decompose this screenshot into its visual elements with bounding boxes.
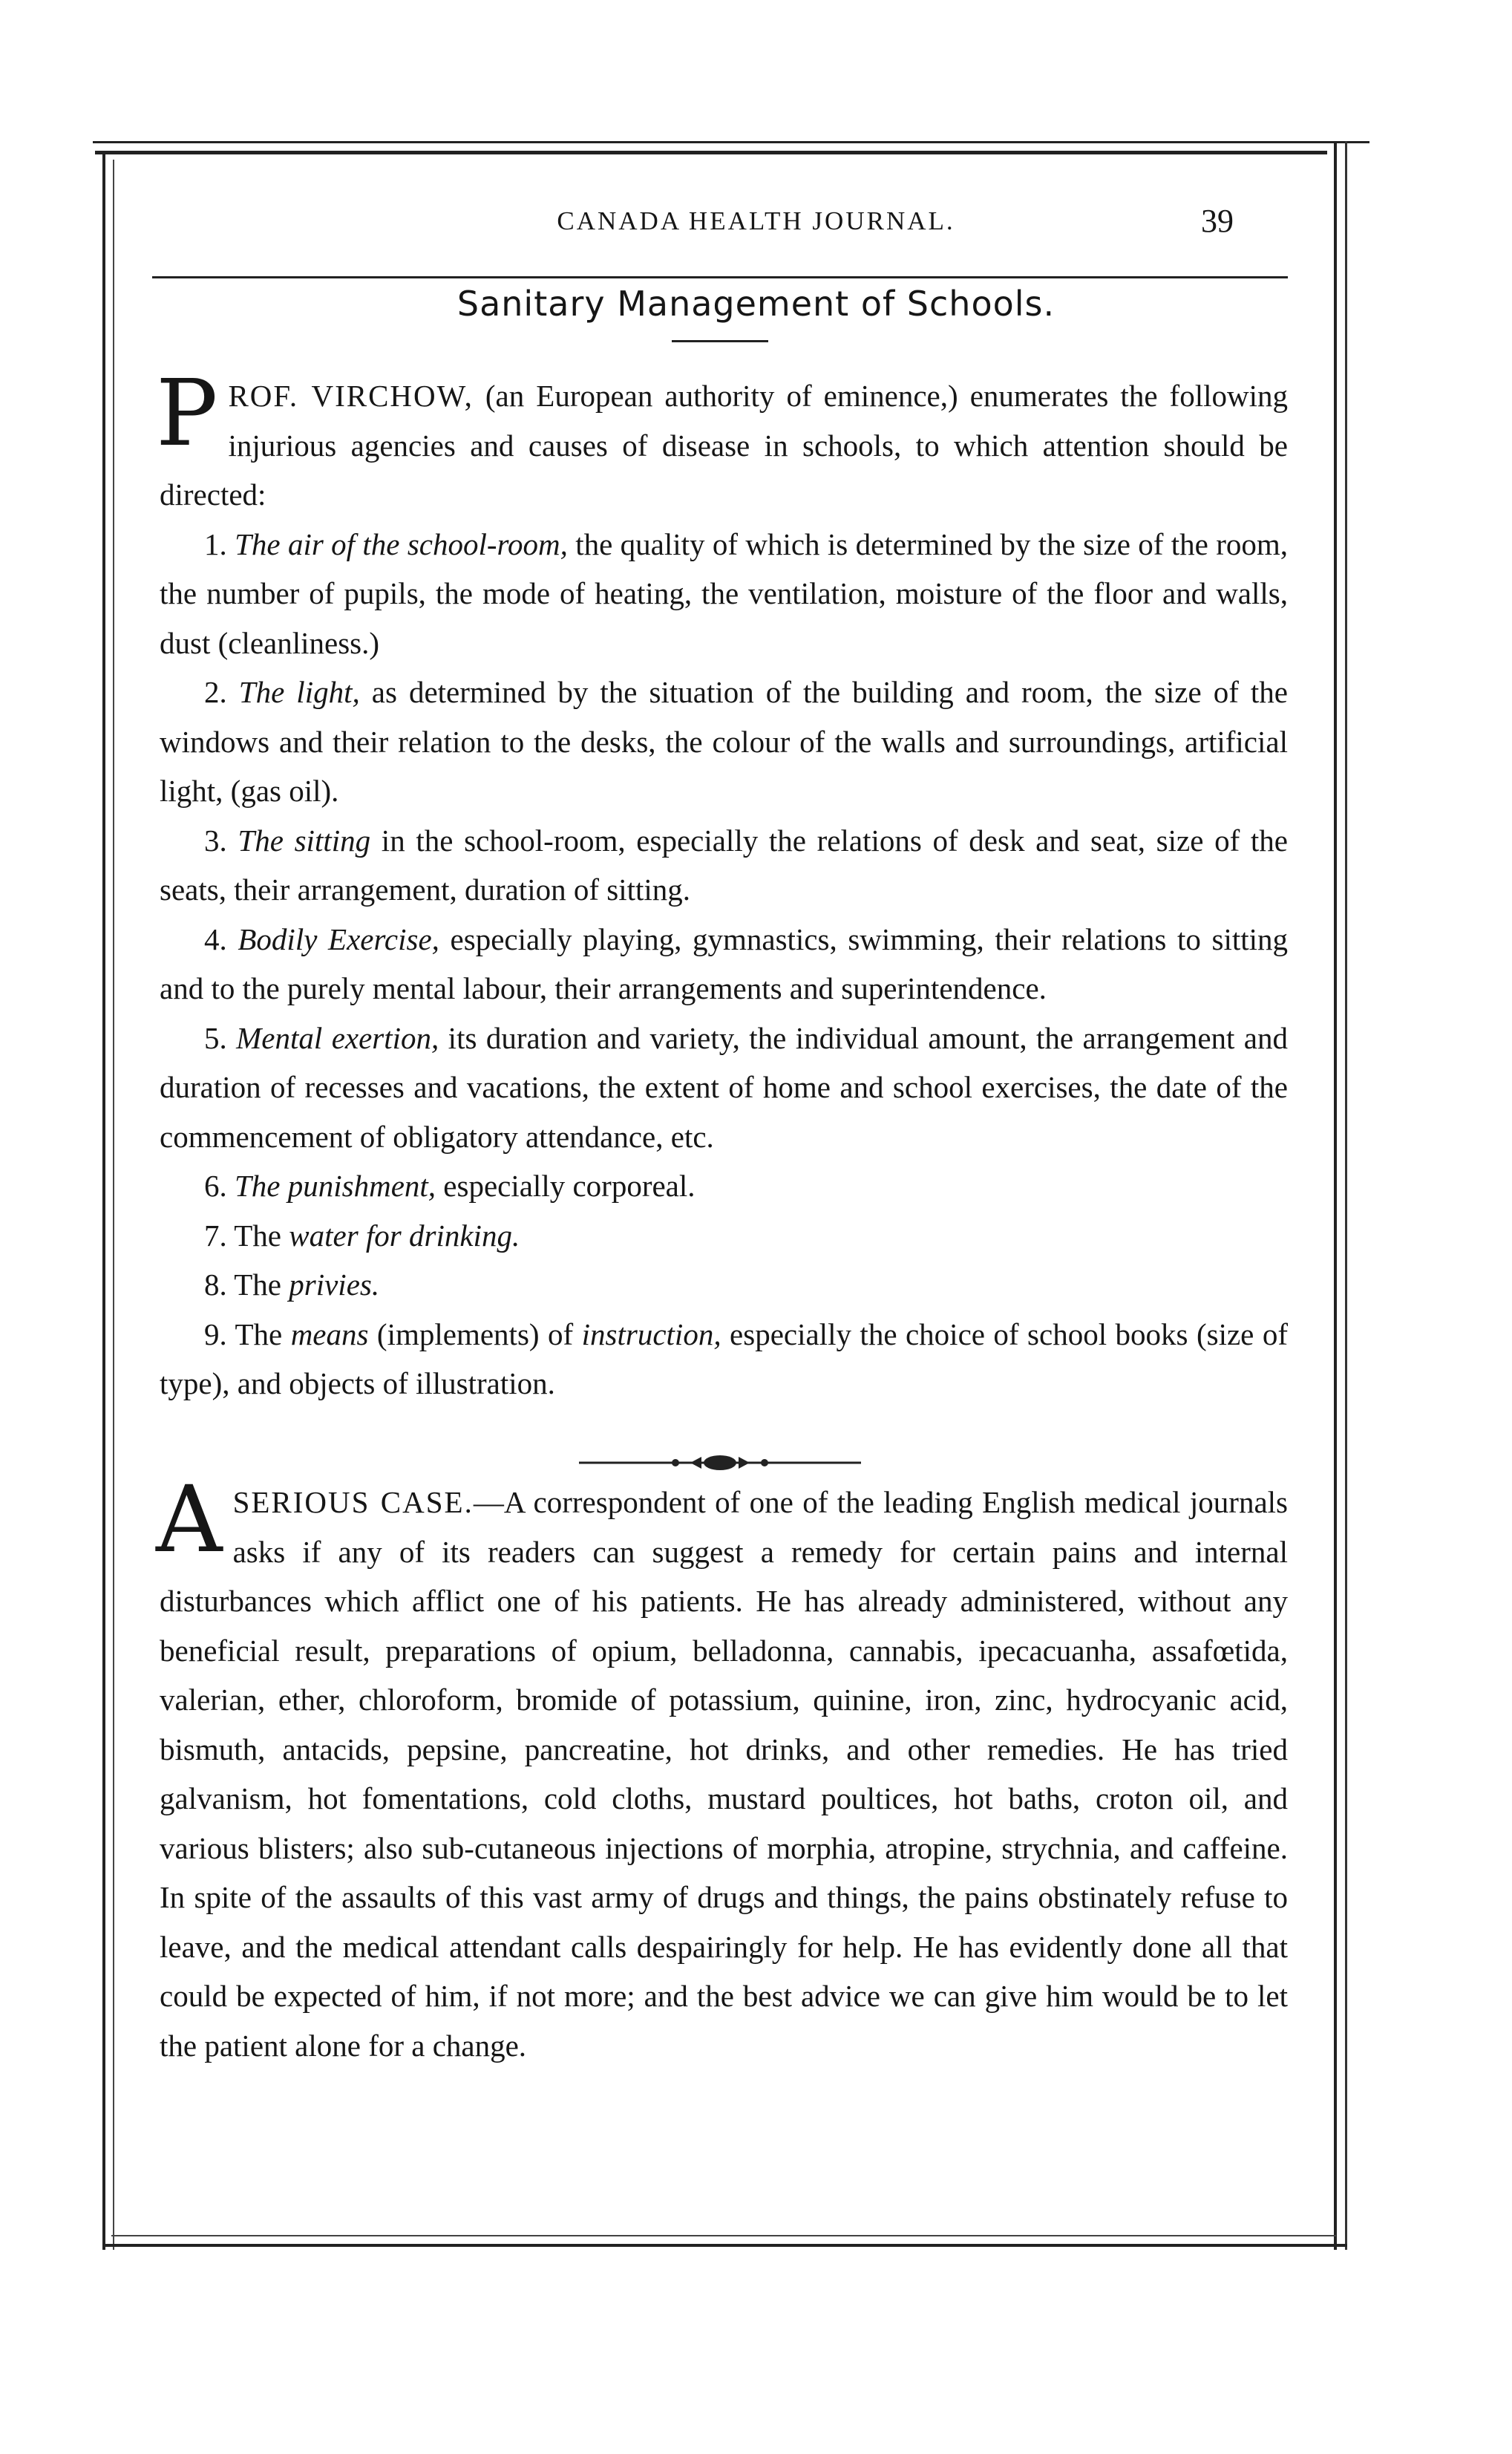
item-number: 7. [204, 1218, 227, 1253]
item-label: The light, [238, 675, 360, 709]
item-number: 5. [204, 1020, 227, 1055]
item-label: means [290, 1316, 369, 1351]
item-prefix: The [234, 1267, 289, 1302]
serious-case-paragraph [156, 1466, 1288, 2070]
border-bottom-outer [104, 2244, 1347, 2247]
border-bottom-inner [111, 2235, 1336, 2236]
article-heading: SERIOUS CASE. [232, 1485, 474, 1519]
list-item [160, 668, 1288, 816]
title-rule [672, 340, 768, 342]
section-divider-ornament [579, 1452, 861, 1474]
item-text: the quality of which is determined by the size of the room, the number of pupils, the mode of heating, the ventilation, moisture of the floor and walls, dust (cleanliness.) [160, 526, 1289, 660]
drop-cap: P [156, 360, 218, 467]
article-text: —A correspondent of one of the leading English medical journals asks if any of its readers can suggest a remedy for certain pains and internal disturbances which afflict one of his patients. He has already administered, without any beneficial result, preparations of opium, belladonna, cannabis, ipecacuanha, assafœtida, valerian, ether, chloroform, bromide of potassium, quinine, iron, zinc, hydrocyanic acid, bismuth, antacids, pepsine, pancreatine, hot drinks, and other remedies. He has tried galvanism, hot fomentations, cold cloths, mustard poultices, hot baths, croton oil, and various blisters; also sub-cutaneous injections of morphia, atropine, strychnia, and caffeine. In spite of the assaults of this vast army of drugs and things, the pains obstinately refuse to leave, and the medical attendant calls despairingly for help. He has evidently done all that could be expected of him, if not more; and the best advice we can give him would be to let the patient alone for a change. [160, 1485, 1288, 2063]
item-label: The air of the school-room, [235, 526, 568, 561]
author-name: ROF. VIRCHOW, [228, 379, 474, 413]
item-text: its duration and variety, the individual amount, the arrangement and duration of recesses and vacations, the extent of home and school exercises, the date of the commencement of obligatory attendance, etc. [160, 1020, 1289, 1154]
item-number: 3. [204, 823, 227, 858]
item-text: in the school-room, especially the relations of desk and seat, size of the seats, their arrangement, duration of sitting. [160, 823, 1288, 907]
list-item [160, 520, 1288, 668]
border-right-inner [1334, 141, 1337, 2250]
item-label: privies. [289, 1267, 380, 1302]
list-item [160, 1014, 1288, 1162]
drop-cap: A [156, 1466, 223, 1573]
item-text: (implements) of [368, 1316, 582, 1351]
item-label: The sitting [238, 823, 371, 858]
intro-text: (an European authority of eminence,) enumerates the following injurious agencies and causes of disease in schools, to which attention should be directed: [160, 379, 1288, 512]
item-prefix: The [234, 1218, 289, 1253]
list-item [160, 1211, 1288, 1261]
item-number: 8. [204, 1267, 227, 1302]
item-label: The punishment, [235, 1169, 436, 1203]
item-label: Mental exertion, [236, 1020, 439, 1055]
item-prefix: The [235, 1316, 291, 1351]
header-rule [152, 276, 1288, 278]
item-label: water for drinking. [289, 1218, 520, 1253]
item-number: 6. [204, 1169, 227, 1203]
item-label: Bodily Exercise, [238, 921, 439, 956]
item-number: 9. [204, 1316, 227, 1351]
list-item [160, 915, 1288, 1014]
item-text: especially corporeal. [436, 1169, 696, 1203]
item-text: especially playing, gymnastics, swimming, their relations to sitting and to the purely mental labour, their arrangements and superintendence. [160, 921, 1289, 1005]
list-item [160, 1161, 1288, 1211]
border-top-thin [93, 141, 1369, 143]
border-right-outer [1345, 141, 1347, 2250]
running-head: CANADA HEALTH JOURNAL. [557, 206, 955, 235]
article-sanitary-management [156, 360, 1289, 1409]
item-label: instruction, [581, 1316, 721, 1351]
page-number: 39 [1201, 203, 1234, 239]
border-left-inner [113, 160, 114, 2250]
article-serious-case [156, 1466, 1288, 2070]
list-item [160, 1260, 1288, 1310]
item-number: 4. [204, 921, 227, 956]
border-left-outer [102, 152, 105, 2250]
item-number: 2. [204, 675, 227, 709]
intro-paragraph [156, 360, 1288, 520]
item-number: 1. [204, 526, 227, 561]
item-text: especially the choice of school books (size of type), and objects of illustration. [160, 1316, 1288, 1400]
article-title: Sanitary Management of Schools. [456, 284, 1056, 324]
item-text: as determined by the situation of the building and room, the size of the windows and their relation to the desks, the colour of the walls and surroundings, artificial light, (gas oil). [160, 675, 1288, 808]
list-item [160, 1310, 1288, 1409]
list-item [160, 816, 1288, 915]
border-top-thick [95, 151, 1327, 154]
